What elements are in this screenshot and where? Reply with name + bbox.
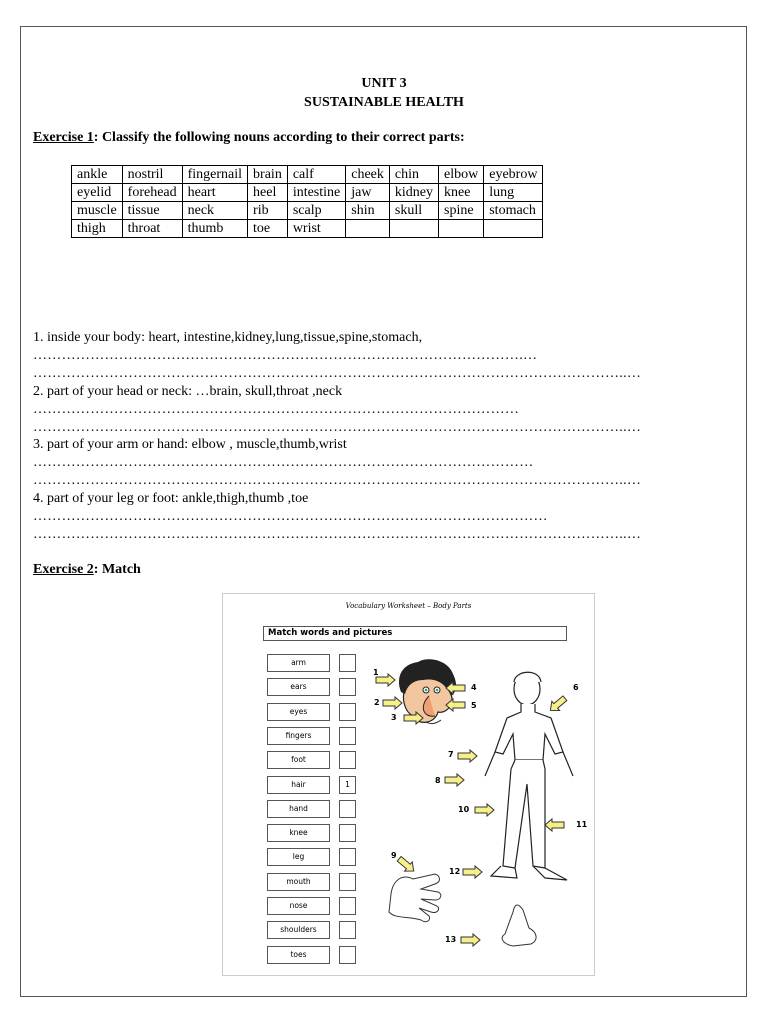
number-label: 13 — [445, 935, 457, 944]
number-label: 3 — [391, 713, 397, 722]
word-box: fingers — [267, 727, 330, 745]
noun-cell: skull — [389, 202, 438, 220]
number-label: 1 — [373, 668, 379, 677]
noun-cell: cheek — [346, 166, 390, 184]
subject-title: SUSTAINABLE HEALTH — [304, 95, 464, 110]
number-label: 4 — [471, 683, 477, 692]
noun-cell: spine — [439, 202, 484, 220]
noun-cell: calf — [287, 166, 345, 184]
word-box: leg — [267, 848, 330, 866]
noun-cell — [346, 220, 390, 238]
exercise2-instruction: : Match — [93, 562, 141, 577]
worksheet-subtitle: Match words and pictures — [263, 626, 567, 641]
noun-cell: jaw — [346, 184, 390, 202]
noun-cell: muscle — [72, 202, 123, 220]
blank-dots: ……………………………………………………………………………………………………………..… — [33, 366, 642, 381]
arrow-7-icon — [458, 750, 477, 762]
noun-cell — [389, 220, 438, 238]
word-box: foot — [267, 751, 330, 769]
blank-dots: ……………………………………………………………………………………………………………..… — [33, 473, 642, 488]
body-parts-illustration — [223, 594, 595, 976]
nouns-row — [72, 220, 543, 238]
word-box: eyes — [267, 703, 330, 721]
noun-cell: forehead — [122, 184, 182, 202]
arrow-11-icon — [545, 819, 564, 831]
arrow-13-icon — [461, 934, 480, 946]
noun-cell: neck — [182, 202, 247, 220]
exercise1-label: Exercise 1 — [33, 130, 94, 145]
arrow-9-icon — [395, 854, 417, 875]
exercise1-instruction: : Classify the following nouns according to their correct parts: — [93, 130, 465, 145]
exercise1-heading — [33, 130, 465, 146]
answer-line: 2. part of your head or neck: …brain, skull,throat ,neck — [33, 384, 343, 399]
arrow-8-icon — [445, 774, 464, 786]
noun-cell: tissue — [122, 202, 182, 220]
noun-cell: nostril — [122, 166, 182, 184]
body-parts-worksheet-image — [222, 593, 595, 976]
word-box: hair — [267, 776, 330, 794]
number-label: 10 — [458, 805, 470, 814]
nouns-row — [72, 202, 543, 220]
blank-dots: ……………………………………………………………………………………………………………..… — [33, 527, 642, 542]
answer-box: 1 — [339, 776, 356, 794]
number-label: 11 — [576, 820, 588, 829]
number-label: 7 — [448, 750, 454, 759]
number-label: 6 — [573, 683, 579, 692]
exercise2-label: Exercise 2 — [33, 562, 94, 577]
noun-cell: wrist — [287, 220, 345, 238]
noun-cell: heart — [182, 184, 247, 202]
word-box: arm — [267, 654, 330, 672]
noun-cell: heel — [248, 184, 288, 202]
number-label: 2 — [374, 698, 380, 707]
hand-icon — [389, 874, 441, 922]
blank-dots: ……………………………………………………………………………………………………………..… — [33, 420, 642, 435]
noun-cell: eyebrow — [484, 166, 543, 184]
noun-cell: thigh — [72, 220, 123, 238]
word-box: toes — [267, 946, 330, 964]
nouns-row — [72, 184, 543, 202]
nouns-table — [71, 165, 543, 238]
noun-cell: throat — [122, 220, 182, 238]
blank-dots: ………………………………………………………………………………………… — [33, 402, 520, 417]
answer-line: 3. part of your arm or hand: elbow , muscle,thumb,wrist — [33, 437, 347, 452]
noun-cell: rib — [248, 202, 288, 220]
noun-cell: stomach — [484, 202, 543, 220]
noun-cell: toe — [248, 220, 288, 238]
noun-cell: kidney — [389, 184, 438, 202]
noun-cell: brain — [248, 166, 288, 184]
noun-cell: scalp — [287, 202, 345, 220]
arrow-2-icon — [383, 697, 402, 709]
noun-cell — [484, 220, 543, 238]
noun-cell: knee — [439, 184, 484, 202]
noun-cell: eyelid — [72, 184, 123, 202]
word-box: nose — [267, 897, 330, 915]
word-box: ears — [267, 678, 330, 696]
noun-cell: ankle — [72, 166, 123, 184]
worksheet-title: Vocabulary Worksheet – Body Parts — [345, 602, 472, 610]
number-label: 8 — [435, 776, 441, 785]
face-icon — [399, 659, 456, 723]
noun-cell: fingernail — [182, 166, 247, 184]
number-label: 12 — [449, 867, 461, 876]
word-box: mouth — [267, 873, 330, 891]
arrow-12-icon — [463, 866, 482, 878]
noun-cell: thumb — [182, 220, 247, 238]
blank-dots: ………………………………………………………………………………………….… — [33, 348, 538, 363]
word-box: knee — [267, 824, 330, 842]
noun-cell: intestine — [287, 184, 345, 202]
unit-title: UNIT 3 — [361, 76, 407, 91]
noun-cell: lung — [484, 184, 543, 202]
blank-dots: …………………………………………………………………………………………… — [33, 455, 534, 470]
nouns-row — [72, 166, 543, 184]
blank-dots: ……………………………………………………………………………………………… — [33, 509, 548, 524]
arrow-6-icon — [546, 694, 568, 715]
noun-cell — [439, 220, 484, 238]
foot-icon — [502, 905, 536, 946]
noun-cell: chin — [389, 166, 438, 184]
exercise2-heading — [33, 562, 141, 578]
number-label: 9 — [391, 851, 397, 860]
word-box: shoulders — [267, 921, 330, 939]
word-box: hand — [267, 800, 330, 818]
number-label: 5 — [471, 701, 477, 710]
noun-cell: shin — [346, 202, 390, 220]
answer-line: 4. part of your leg or foot: ankle,thigh,thumb ,toe — [33, 491, 309, 506]
noun-cell: elbow — [439, 166, 484, 184]
arrow-10-icon — [475, 804, 494, 816]
answer-line: 1. inside your body: heart, intestine,kidney,lung,tissue,spine,stomach, — [33, 330, 423, 345]
